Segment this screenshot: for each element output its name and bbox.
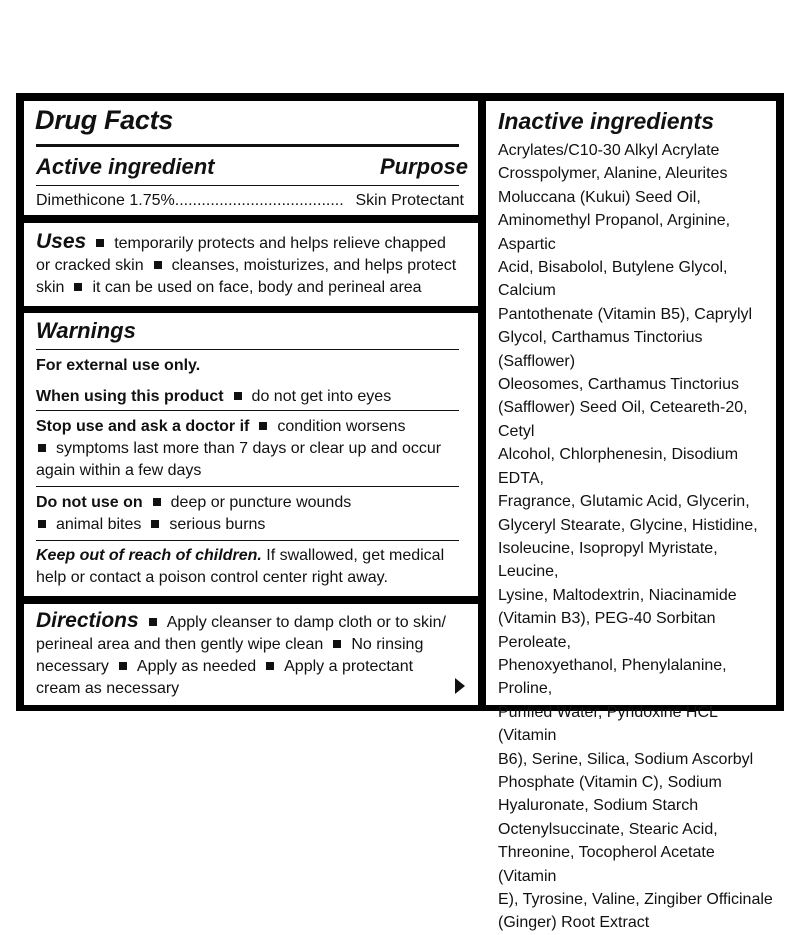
- bullet-icon: [259, 422, 267, 430]
- directions-line: necessary: [36, 658, 109, 675]
- do-not-use-text: [36, 492, 472, 536]
- directions-line: Apply as needed: [136, 658, 257, 675]
- directions-line: Apply a protectant: [284, 658, 414, 675]
- uses-text: [36, 231, 472, 299]
- directions-line: perineal area and then gently wipe clean: [36, 636, 324, 653]
- uses-line: temporarily protects and helps relieve chapped: [114, 235, 446, 252]
- directions-text: [36, 610, 472, 700]
- drug-facts-title: Drug Facts: [35, 105, 174, 135]
- bullet-icon: [119, 662, 127, 670]
- active-ingredient-heading: Active ingredient: [36, 154, 215, 179]
- bullet-icon: [96, 239, 104, 247]
- bullet-icon: [151, 520, 159, 528]
- ingredient-line: (Vitamin B3), PEG-40 Sorbitan Peroleate,: [498, 610, 716, 651]
- ingredient-line: Acid, Bisabolol, Butylene Glycol, Calcium: [498, 259, 728, 300]
- purpose-value: Skin Protectant: [355, 192, 464, 209]
- warnings-divider: [36, 349, 459, 350]
- purpose-heading: Purpose: [380, 154, 469, 179]
- when-using-text: [36, 386, 391, 408]
- bullet-icon: [333, 640, 341, 648]
- ingredient-line: Fragrance, Glutamic Acid, Glycerin,: [498, 493, 750, 511]
- when-using-label: When using this product: [36, 388, 224, 405]
- inactive-ingredients-list: [498, 139, 776, 935]
- ingredient-line: Lysine, Maltodextrin, Niacinamide: [498, 586, 737, 604]
- warnings-rule: [36, 540, 459, 541]
- do-not-use-value: serious burns: [169, 516, 266, 533]
- ingredient-line: Acrylates/C10-30 Alkyl Acrylate: [498, 142, 720, 159]
- ingredient-line: Moluccana (Kukui) Seed Oil,: [498, 188, 701, 206]
- ingredient-line: E), Tyrosine, Valine, Zingiber Officinale: [498, 891, 773, 908]
- ingredient-line: Aminomethyl Propanol, Arginine, Aspartic: [498, 212, 731, 253]
- ingredient-line: Oleosomes, Carthamus Tinctorius: [498, 376, 739, 394]
- do-not-use-value: deep or puncture wounds: [170, 494, 352, 511]
- bullet-icon: [149, 618, 157, 626]
- ingredient-line: Hyaluronate, Sodium Starch: [498, 797, 699, 815]
- warnings-rule: [36, 486, 459, 487]
- bullet-icon: [266, 662, 274, 670]
- do-not-use-value: animal bites: [56, 516, 142, 533]
- ingredient-line: Pantothenate (Vitamin B5), Caprylyl: [498, 305, 753, 323]
- continue-arrow-icon: [455, 678, 465, 694]
- uses-line: skin: [36, 279, 65, 296]
- directions-line: cream as necessary: [36, 680, 180, 697]
- stop-use-label: Stop use and ask a doctor if: [36, 418, 250, 435]
- bullet-icon: [153, 498, 161, 506]
- keep-out-text: [36, 545, 472, 589]
- ingredient-line: Glycol, Carthamus Tinctorius (Safflower): [498, 329, 703, 370]
- uses-line: or cracked skin: [36, 257, 144, 274]
- stop-use-value: again within a few days: [36, 462, 202, 479]
- when-using-value: do not get into eyes: [251, 388, 392, 405]
- ingredient-line: Octenylsuccinate, Stearic Acid,: [498, 820, 718, 838]
- ingredient-line: (Safflower) Seed Oil, Ceteareth-20, Cetyl: [498, 399, 748, 440]
- ingredient-line: Glyceryl Stearate, Glycine, Histidine,: [498, 516, 758, 534]
- bullet-icon: [74, 283, 82, 291]
- ingredient-line: Phosphate (Vitamin C), Sodium: [498, 773, 722, 791]
- directions-line: Apply cleanser to damp cloth or to skin/: [166, 614, 446, 631]
- stop-use-value: condition worsens: [277, 418, 406, 435]
- inactive-ingredients-heading: Inactive ingredients: [498, 108, 715, 134]
- external-use-label: For external use only.: [36, 357, 201, 374]
- active-ingredient-name: Dimethicone 1.75%: [36, 192, 175, 209]
- stop-use-text: [36, 416, 472, 482]
- title-divider: [36, 144, 459, 147]
- ingredient-line: B6), Serine, Silica, Sodium Ascorbyl: [498, 750, 754, 768]
- uses-line: it can be used on face, body and perineal area: [92, 279, 422, 296]
- bullet-icon: [38, 520, 46, 528]
- ingredient-line: Isoleucine, Isopropyl Myristate, Leucine,: [498, 539, 718, 581]
- directions-line: No rinsing: [351, 636, 424, 653]
- ingredient-line: Phenoxyethanol, Phenylalanine, Proline,: [498, 656, 727, 698]
- warnings-rule: [36, 410, 459, 411]
- keep-out-value: help or contact a poison control center right away.: [36, 569, 388, 586]
- active-divider: [36, 185, 459, 186]
- ingredient-line: Purified Water, Pyridoxine HCL (Vitamin: [498, 703, 718, 745]
- bullet-icon: [154, 261, 162, 269]
- warnings-heading: Warnings: [36, 318, 136, 343]
- external-use-text: [36, 355, 200, 377]
- uses-line: cleanses, moisturizes, and helps protect: [171, 257, 457, 274]
- active-ingredient-row: [36, 190, 464, 212]
- ingredient-line: Crosspolymer, Alanine, Aleurites: [498, 165, 728, 183]
- bullet-icon: [234, 392, 242, 400]
- directions-heading: Directions: [36, 609, 139, 632]
- ingredient-line: Threonine, Tocopherol Acetate (Vitamin: [498, 844, 715, 885]
- bullet-icon: [38, 444, 46, 452]
- ingredient-line: Alcohol, Chlorphenesin, Disodium EDTA,: [498, 446, 739, 487]
- ingredient-line: (Ginger) Root Extract: [498, 914, 650, 932]
- keep-out-value: If swallowed, get medical: [261, 547, 445, 564]
- leader-dots: ......................................: [174, 192, 344, 209]
- keep-out-label: Keep out of reach of children.: [36, 547, 262, 564]
- do-not-use-label: Do not use on: [36, 494, 143, 511]
- uses-heading: Uses: [36, 230, 87, 253]
- stop-use-value: symptoms last more than 7 days or clear up and occur: [56, 440, 442, 457]
